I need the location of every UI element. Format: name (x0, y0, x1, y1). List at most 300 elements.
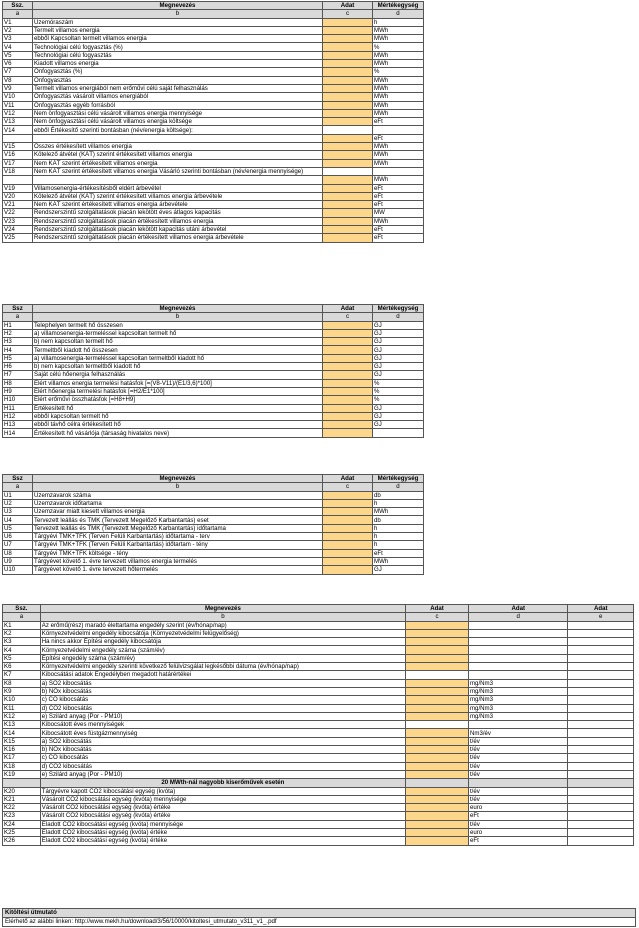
row-label: Elért erőművi összhatásfok [=H8+H9] (33, 396, 323, 404)
table-row (3, 201, 424, 209)
row-label: ebből távhő célra értékesített hő (33, 421, 323, 429)
extra-data-cell[interactable] (568, 721, 634, 729)
data-input-cell[interactable] (406, 629, 469, 637)
row-code: V21 (3, 201, 33, 209)
data-input-cell[interactable] (323, 118, 373, 126)
unit-cell: MWh (373, 109, 424, 117)
table-row (3, 646, 634, 654)
subheader-cell: b (33, 10, 323, 18)
row-label: Nem önfogyasztási célú vásárolt villamos energia mennyisége (33, 109, 323, 117)
data-input-cell[interactable] (323, 533, 373, 541)
extra-data-cell[interactable] (568, 837, 634, 845)
row-code: V12 (3, 109, 33, 117)
data-input-cell[interactable] (323, 18, 373, 26)
unit-cell: t/év (468, 737, 567, 745)
unit-cell: t/év (468, 770, 567, 778)
table-row (3, 820, 634, 828)
row-code: U1 (3, 491, 33, 499)
extra-data-cell[interactable] (568, 629, 634, 637)
table-row (3, 151, 424, 159)
data-input-cell[interactable] (406, 820, 469, 828)
unit-cell (468, 721, 567, 729)
row-label: Tárgyévi TMK+TFK (Terven Felüli Karbantartás) időtartam - tény (33, 541, 323, 549)
table-row (3, 746, 634, 754)
data-input-cell[interactable] (323, 566, 373, 574)
unit-cell: % (373, 387, 424, 395)
data-input-cell[interactable] (323, 76, 373, 84)
table-row (3, 76, 424, 84)
row-code: K26 (3, 837, 41, 845)
row-code (3, 779, 41, 787)
unit-cell: GJ (373, 346, 424, 354)
row-code: K24 (3, 820, 41, 828)
subheader-cell: d (373, 313, 424, 321)
data-input-cell[interactable] (406, 704, 469, 712)
data-input-cell (323, 167, 373, 175)
data-input-cell[interactable] (406, 804, 469, 812)
row-code: H14 (3, 429, 33, 437)
unit-cell: GJ (373, 354, 424, 362)
row-label: Vásárolt CO2 kibocsátási egység (kvóta) értéke (40, 804, 405, 812)
table-row (3, 516, 424, 524)
table-row (3, 234, 424, 242)
data-input-cell[interactable] (323, 43, 373, 51)
row-label: 20 MWth-nál nagyobb kiserőművek esetén (40, 779, 405, 787)
table-row (3, 762, 634, 770)
data-input-cell (406, 721, 469, 729)
row-code: V8 (3, 76, 33, 84)
data-input-cell[interactable] (323, 60, 373, 68)
unit-cell: eFt (373, 118, 424, 126)
row-label: Tárgyévre kapott CO2 kibocsátási egység (kvóta) (40, 787, 405, 795)
data-input-cell[interactable] (406, 754, 469, 762)
extra-data-cell[interactable] (568, 795, 634, 803)
row-code: K20 (3, 787, 41, 795)
header-cell: Ssz (3, 475, 33, 483)
unit-cell (468, 638, 567, 646)
row-label: Nem önfogyasztási célú vásárolt villamos energia költsége (33, 118, 323, 126)
data-input-cell[interactable] (323, 508, 373, 516)
extra-data-cell[interactable] (568, 687, 634, 695)
row-code: K1 (3, 621, 41, 629)
table-row (3, 184, 424, 192)
row-label: e) Szilárd anyag (Por - PM10) (40, 712, 405, 720)
table-row (3, 557, 424, 565)
row-code: H12 (3, 412, 33, 420)
unit-cell (373, 167, 424, 175)
table-row (3, 687, 634, 695)
data-input-cell[interactable] (323, 524, 373, 532)
header-cell: Ssz. (3, 2, 33, 10)
data-input-cell[interactable] (323, 557, 373, 565)
data-input-cell[interactable] (406, 654, 469, 662)
extra-data-cell[interactable] (568, 663, 634, 671)
table-row (3, 804, 634, 812)
table-row (3, 837, 634, 845)
row-code: H4 (3, 346, 33, 354)
row-label: Nem KÁT szerint értékesített villamos energia árbevétele (33, 201, 323, 209)
subheader-cell: c (323, 10, 373, 18)
row-code: K5 (3, 654, 41, 662)
extra-data-cell[interactable] (568, 712, 634, 720)
table-row (3, 829, 634, 837)
table-row (3, 143, 424, 151)
unit-cell (468, 654, 567, 662)
data-input-cell[interactable] (323, 159, 373, 167)
unit-cell: MWh (373, 159, 424, 167)
unit-cell (468, 629, 567, 637)
unit-cell: euro (468, 829, 567, 837)
extra-data-cell[interactable] (568, 729, 634, 737)
row-code: K10 (3, 696, 41, 704)
row-label: Összes értékesített villamos energia (33, 143, 323, 151)
table-row (3, 68, 424, 76)
unit-cell: % (373, 68, 424, 76)
row-label (33, 134, 323, 142)
unit-cell: MWh (373, 60, 424, 68)
data-input-cell[interactable] (323, 184, 373, 192)
table-row (3, 363, 424, 371)
table-row (3, 167, 424, 175)
table-row (3, 371, 424, 379)
unit-cell: MWh (373, 51, 424, 59)
unit-cell: eFt (373, 549, 424, 557)
header-cell: Megnevezés (33, 305, 323, 313)
row-code (3, 134, 33, 142)
data-input-cell[interactable] (323, 234, 373, 242)
data-input-cell[interactable] (406, 729, 469, 737)
row-code: H6 (3, 363, 33, 371)
data-input-cell[interactable] (323, 51, 373, 59)
unit-cell: eFt (373, 184, 424, 192)
data-input-cell[interactable] (406, 795, 469, 803)
data-input-cell[interactable] (406, 787, 469, 795)
row-code: K4 (3, 646, 41, 654)
subheader-cell: d (373, 10, 424, 18)
environment-table (2, 604, 634, 846)
extra-data-cell[interactable] (568, 746, 634, 754)
table-row (3, 754, 634, 762)
data-input-cell[interactable] (323, 404, 373, 412)
header-cell: Adat (568, 605, 634, 613)
row-code: H9 (3, 387, 33, 395)
unit-cell (468, 621, 567, 629)
unit-cell: Nm3/év (468, 729, 567, 737)
row-label: Elért hőenergia termelési hatásfok [=H2/E1*100] (33, 387, 323, 395)
data-input-cell[interactable] (323, 209, 373, 217)
unit-cell: GJ (373, 412, 424, 420)
data-input-cell[interactable] (406, 837, 469, 845)
row-code: K8 (3, 679, 41, 687)
data-input-cell[interactable] (323, 101, 373, 109)
table-row (3, 404, 424, 412)
unit-cell: GJ (373, 421, 424, 429)
table-row (3, 396, 424, 404)
row-label: Üzemzavarok száma (33, 491, 323, 499)
table-row (3, 491, 424, 499)
data-input-cell[interactable] (323, 143, 373, 151)
row-label: d) CO2 kibocsátás (40, 704, 405, 712)
row-code: K23 (3, 812, 41, 820)
row-code: K21 (3, 795, 41, 803)
row-code: V1 (3, 18, 33, 26)
row-code: H3 (3, 338, 33, 346)
row-code: K22 (3, 804, 41, 812)
data-input-cell[interactable] (406, 687, 469, 695)
table-row (3, 524, 424, 532)
row-code: K11 (3, 704, 41, 712)
row-code: K3 (3, 638, 41, 646)
data-input-cell[interactable] (406, 746, 469, 754)
table-row (3, 621, 634, 629)
row-code: V13 (3, 118, 33, 126)
extra-data-cell[interactable] (568, 804, 634, 812)
row-label: Környezetvédelmi engedély száma (szám/év) (40, 646, 405, 654)
header-cell: Adat (406, 605, 469, 613)
row-code: V2 (3, 26, 33, 34)
table-row (3, 321, 424, 329)
table-row (3, 346, 424, 354)
data-input-cell[interactable] (406, 737, 469, 745)
unit-cell: eFt (468, 837, 567, 845)
row-label: Ha nincs akkor Építési engedély kibocsátója (40, 638, 405, 646)
row-label: Nem KÁT szerint értékesített villamos energia (33, 159, 323, 167)
unit-cell: h (373, 541, 424, 549)
data-input-cell[interactable] (323, 499, 373, 507)
row-code: V20 (3, 192, 33, 200)
data-input-cell[interactable] (323, 421, 373, 429)
row-label: Saját célú hőenergia felhasználás (33, 371, 323, 379)
data-input-cell[interactable] (323, 379, 373, 387)
row-label: Rendszerszintű szolgáltatások piacán értékesített villamos energia (33, 217, 323, 225)
row-label: Technológiai célú fogyasztás (%) (33, 43, 323, 51)
row-label: Tervezett leállás és TMK (Tervezett Megelőző Karbantartás) időtartama (33, 524, 323, 532)
data-input-cell[interactable] (323, 93, 373, 101)
row-label: c) CO kibocsátás (40, 754, 405, 762)
data-input-cell[interactable] (406, 621, 469, 629)
table-row (3, 84, 424, 92)
data-input-cell[interactable] (406, 812, 469, 820)
data-input-cell[interactable] (323, 429, 373, 437)
data-input-cell[interactable] (323, 354, 373, 362)
data-input-cell[interactable] (323, 217, 373, 225)
unit-cell: mg/Nm3 (468, 696, 567, 704)
data-input-cell[interactable] (406, 663, 469, 671)
table-row (3, 51, 424, 59)
data-input-cell[interactable] (323, 35, 373, 43)
unit-cell: t/év (468, 795, 567, 803)
table-row (3, 729, 634, 737)
extra-data-cell[interactable] (568, 696, 634, 704)
extra-data-cell[interactable] (568, 829, 634, 837)
data-input-cell[interactable] (323, 387, 373, 395)
table-row (3, 696, 634, 704)
row-label: b) nem kapcsoltan termelt hő (33, 338, 323, 346)
row-code: K19 (3, 770, 41, 778)
instructions-link[interactable]: Elérhető az alábbi linken: http://www.mekh.hu/download/3/56/10000/kitoltesi_utmutato_v311_v1_.pdf (5, 918, 277, 925)
header-cell: Megnevezés (40, 605, 405, 613)
data-input-cell[interactable] (323, 338, 373, 346)
row-label: Villamosenergia-értékesítésből eldért árbevétel (33, 184, 323, 192)
data-input-cell[interactable] (406, 829, 469, 837)
row-code: K9 (3, 687, 41, 695)
data-input-cell[interactable] (406, 679, 469, 687)
data-input-cell[interactable] (406, 712, 469, 720)
data-input-cell[interactable] (323, 201, 373, 209)
data-input-cell[interactable] (323, 491, 373, 499)
row-label: b) NOx kibocsátás (40, 687, 405, 695)
unit-cell: mg/Nm3 (468, 712, 567, 720)
row-code: K13 (3, 721, 41, 729)
row-code: V23 (3, 217, 33, 225)
row-code: K25 (3, 829, 41, 837)
table-subheader (3, 10, 424, 18)
subheader-cell: b (33, 483, 323, 491)
table-row (3, 421, 424, 429)
data-input-cell[interactable] (323, 192, 373, 200)
electricity-table (2, 1, 424, 243)
subheader-cell: a (3, 483, 33, 491)
extra-data-cell[interactable] (568, 654, 634, 662)
extra-data-cell[interactable] (568, 754, 634, 762)
unit-cell: % (373, 379, 424, 387)
table-row (3, 663, 634, 671)
row-label: Kibocsátási adatok Engedélyben megadott határértékei (40, 671, 405, 679)
extra-data-cell[interactable] (568, 820, 634, 828)
row-code: U7 (3, 541, 33, 549)
unit-cell: eFt (468, 812, 567, 820)
data-input-cell (323, 126, 373, 134)
table-row (3, 217, 424, 225)
row-label: Eladott CO2 kibocsátási egység (kvóta) értéke (40, 837, 405, 845)
data-input-cell[interactable] (323, 226, 373, 234)
data-input-cell[interactable] (323, 134, 373, 142)
table-row (3, 134, 424, 142)
row-code: H5 (3, 354, 33, 362)
data-input-cell[interactable] (323, 329, 373, 337)
row-label: Kibocsátott éves füstgázmennyiség (40, 729, 405, 737)
table-row (3, 159, 424, 167)
extra-data-cell[interactable] (568, 770, 634, 778)
data-input-cell[interactable] (406, 646, 469, 654)
row-code: V14 (3, 126, 33, 134)
unit-cell: db (373, 491, 424, 499)
table-row (3, 209, 424, 217)
subheader-cell: a (3, 313, 33, 321)
table-row (3, 770, 634, 778)
row-label: Elért villamos energia termelési hatásfok [=(V8-V11)/(E1/3,6)*100] (33, 379, 323, 387)
row-label: Telephelyen termelt hő összesen (33, 321, 323, 329)
unit-cell: h (373, 18, 424, 26)
row-label: Környezetvédelmi engedély kibocsátója (Környezetvédelmi felügyelőség) (40, 629, 405, 637)
unit-cell: t/év (468, 762, 567, 770)
unit-cell: MWh (373, 217, 424, 225)
data-input-cell[interactable] (323, 412, 373, 420)
row-label: ebből Értékesítő szerinti bontásban (név/energia költsége): (33, 126, 323, 134)
data-input-cell[interactable] (323, 549, 373, 557)
data-input-cell[interactable] (323, 68, 373, 76)
row-code: H11 (3, 404, 33, 412)
unit-cell: mg/Nm3 (468, 687, 567, 695)
extra-data-cell[interactable] (568, 787, 634, 795)
row-label: b) NOx kibocsátás (40, 746, 405, 754)
data-input-cell[interactable] (323, 109, 373, 117)
table-row (3, 795, 634, 803)
table-row (3, 712, 634, 720)
unit-cell (468, 671, 567, 679)
unit-cell: MWh (373, 84, 424, 92)
extra-data-cell[interactable] (568, 762, 634, 770)
extra-data-cell[interactable] (568, 646, 634, 654)
data-input-cell[interactable] (323, 516, 373, 524)
row-code: V15 (3, 143, 33, 151)
row-code: H8 (3, 379, 33, 387)
data-input-cell[interactable] (406, 696, 469, 704)
table-row (3, 176, 424, 184)
subheader-cell: d (468, 613, 567, 621)
table-row (3, 329, 424, 337)
header-cell: Megnevezés (33, 475, 323, 483)
extra-data-cell[interactable] (568, 638, 634, 646)
row-code (3, 176, 33, 184)
subheader-cell: b (33, 313, 323, 321)
unit-cell: t/év (468, 754, 567, 762)
extra-data-cell[interactable] (568, 621, 634, 629)
row-label: c) CO kibocsátás (40, 696, 405, 704)
extra-data-cell[interactable] (568, 737, 634, 745)
row-code: H13 (3, 421, 33, 429)
data-input-cell[interactable] (323, 26, 373, 34)
row-label: Technológiai célú fogyasztás (33, 51, 323, 59)
data-input-cell[interactable] (323, 541, 373, 549)
data-input-cell[interactable] (323, 151, 373, 159)
extra-data-cell[interactable] (568, 679, 634, 687)
row-label: Önfogyasztás vásárolt villamos energiából (33, 93, 323, 101)
table-row (3, 671, 634, 679)
extra-data-cell[interactable] (568, 812, 634, 820)
extra-data-cell[interactable] (568, 779, 634, 787)
unit-cell: eFt (373, 134, 424, 142)
row-code: K15 (3, 737, 41, 745)
row-code: V9 (3, 84, 33, 92)
data-input-cell[interactable] (323, 363, 373, 371)
data-input-cell[interactable] (323, 176, 373, 184)
table-row (3, 429, 424, 437)
row-code: H1 (3, 321, 33, 329)
table-row (3, 18, 424, 26)
data-input-cell[interactable] (323, 321, 373, 329)
header-cell: Mértékegység (373, 2, 424, 10)
subheader-cell: a (3, 10, 33, 18)
row-label (33, 176, 323, 184)
data-input-cell[interactable] (323, 346, 373, 354)
data-input-cell[interactable] (406, 638, 469, 646)
table-row (3, 704, 634, 712)
extra-data-cell[interactable] (568, 704, 634, 712)
data-input-cell[interactable] (323, 84, 373, 92)
row-code: V5 (3, 51, 33, 59)
extra-data-cell[interactable] (568, 671, 634, 679)
data-input-cell[interactable] (323, 371, 373, 379)
data-input-cell[interactable] (323, 396, 373, 404)
row-code: U5 (3, 524, 33, 532)
table-row (3, 35, 424, 43)
table-row (3, 226, 424, 234)
unit-cell: % (373, 43, 424, 51)
row-label: Értékesített hő (33, 404, 323, 412)
data-input-cell[interactable] (406, 762, 469, 770)
data-input-cell[interactable] (406, 770, 469, 778)
